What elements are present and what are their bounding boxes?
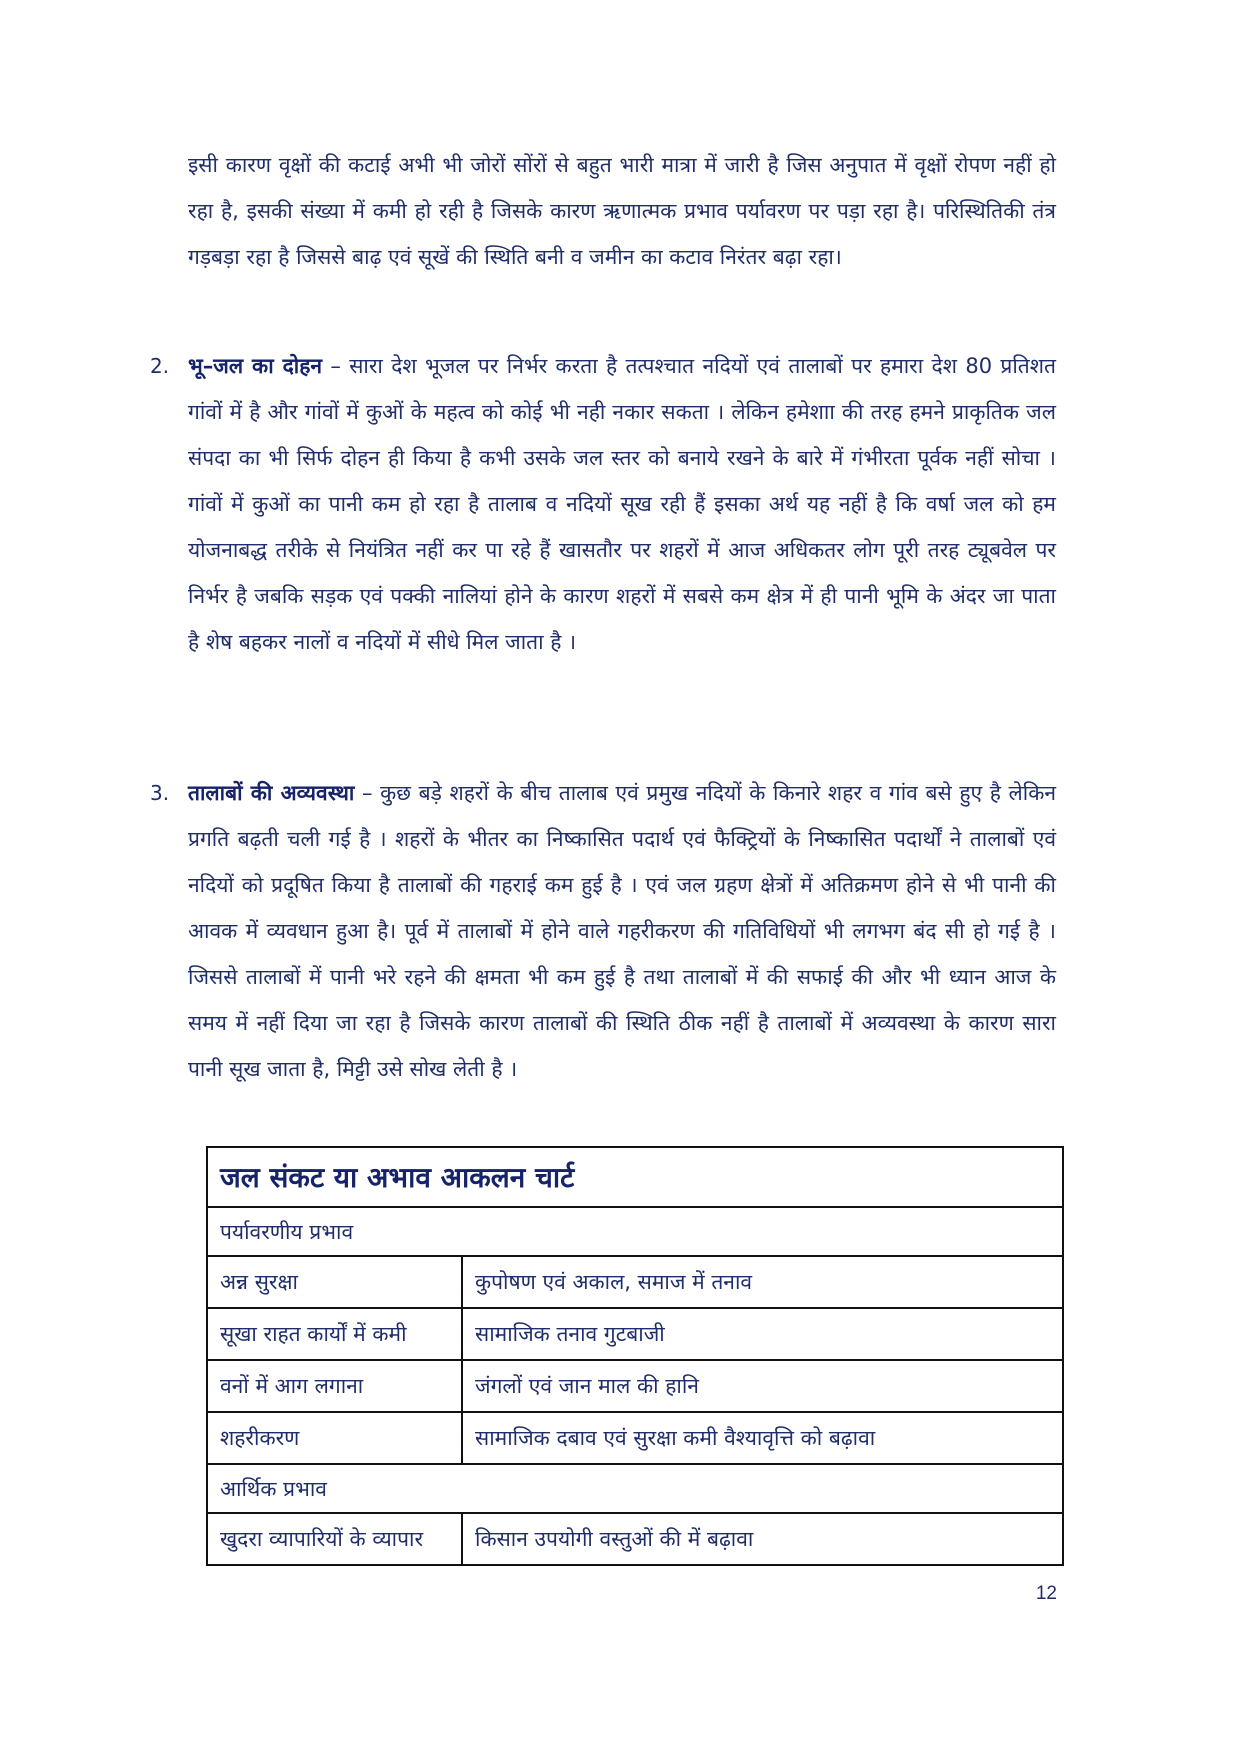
- intro-paragraph: इसी कारण वृक्षों की कटाई अभी भी जोरों सोंरों से बहुत भारी मात्रा में जारी है जिस अनुपात में वृक्षों रोपण नहीं हो रहा है, इसकी संख्या में कमी हो रही है जिसके कारण ऋणात्मक प्रभाव पर्यावरण पर पड़ा रहा है। परिस्थितिकी तंत्र गड़बड़ा रहा है जिससे बाढ़ एवं सूखें की स्थिति बनी व जमीन का कटाव निरंतर बढ़ा रहा।: [188, 153, 1056, 269]
- table-row: [207, 1513, 1063, 1565]
- item-2-paragraph: [188, 343, 1056, 665]
- item-2-heading: भू–जल का दोहन: [188, 354, 323, 378]
- item-3-text: – कुछ बड़े शहरों के बीच तालाब एवं प्रमुख नदियों के किनारे शहर व गांव बसे हुए है लेकिन प्रगति बढ़ती चली गई है । शहरों के भीतर का निष्कासित पदार्थ एवं फैक्ट्रियों के निष्कासित पदार्थों ने तालाबों एवं नदियों को प्रदूषित किया है तालाबों की गहराई कम हुई है । एवं जल ग्रहण क्षेत्रों में अतिक्रमण होने से भी पानी की आवक में व्यवधान हुआ है। पूर्व में तालाबों में होने वाले गहरीकरण की गतिविधियों भी लगभग बंद सी हो गई है । जिससे तालाबों में पानी भरे रहने की क्षमता भी कम हुई है तथा तालाबों में की सफाई की और भी ध्यान आज के समय में नहीं दिया जा रहा है जिसके कारण तालाबों की स्थिति ठीक नहीं है तालाबों में अव्यवस्था के कारण सारा पानी सूख जाता है, मिट्टी उसे सोख लेती है ।: [188, 781, 1056, 1081]
- table-cell-factor: शहरीकरण: [207, 1412, 462, 1464]
- table-row: [207, 1256, 1063, 1308]
- table-title-row: [207, 1147, 1063, 1207]
- item-3-number: 3.: [150, 781, 170, 805]
- table-row: [207, 1412, 1063, 1464]
- table-cell-impact: जंगलों एवं जान माल की हानि: [462, 1360, 1063, 1412]
- section-environmental-impact: पर्यावरणीय प्रभाव: [207, 1207, 1063, 1256]
- table-cell-impact: सामाजिक तनाव गुटबाजी: [462, 1308, 1063, 1360]
- table-cell-impact: किसान उपयोगी वस्तुओं की में बढ़ावा: [462, 1513, 1063, 1565]
- table-cell-impact: सामाजिक दबाव एवं सुरक्षा कमी वैश्यावृत्ति को बढ़ावा: [462, 1412, 1063, 1464]
- table-cell-factor: अन्न सुरक्षा: [207, 1256, 462, 1308]
- page-number: 12: [1035, 1583, 1057, 1604]
- table-row: [207, 1308, 1063, 1360]
- table-cell-factor: वनों में आग लगाना: [207, 1360, 462, 1412]
- item-2-text: – सारा देश भूजल पर निर्भर करता है तत्पश्चात नदियों एवं तालाबों पर हमारा देश 80 प्रतिशत गांवों में है और गांवों में कुओं के महत्व को कोई भी नही नकार सकता । लेकिन हमेशाा की तरह हमने प्राकृतिक जल संपदा का भी सिर्फ दोहन ही किया है कभी उसके जल स्तर को बनाये रखने के बारे में गंभीरता पूर्वक नहीं सोचा । गांवों में कुओं का पानी कम हो रहा है तालाब व नदियों सूख रही हैं इसका अर्थ यह नहीं है कि वर्षा जल को हम योजनाबद्ध तरीके से नियंत्रित नहीं कर पा रहे हैं खासतौर पर शहरों में आज अधिकतर लोग पूरी तरह ट्यूबवेल पर निर्भर है जबकि सड़क एवं पक्की नालियां होने के कारण शहरों में सबसे कम क्षेत्र में ही पानी भूमि के अंदर जा पाता है शेष बहकर नालों व नदियों में सीधे मिल जाता है ।: [188, 354, 1057, 654]
- item-3-paragraph: [188, 770, 1056, 1092]
- water-crisis-chart-table: [206, 1146, 1064, 1566]
- table-row: [207, 1360, 1063, 1412]
- table-section-row: [207, 1464, 1063, 1513]
- table-cell-impact: कुपोषण एवं अकाल, समाज में तनाव: [462, 1256, 1063, 1308]
- table-cell-factor: सूखा राहत कार्यों में कमी: [207, 1308, 462, 1360]
- table-section-row: [207, 1207, 1063, 1256]
- table-title: जल संकट या अभाव आकलन चार्ट: [207, 1147, 1063, 1207]
- table-cell-factor: खुदरा व्यापारियों के व्यापार: [207, 1513, 462, 1565]
- section-economic-impact: आर्थिक प्रभाव: [207, 1464, 1063, 1513]
- item-2-number: 2.: [150, 354, 170, 378]
- item-3-heading: तालाबों की अव्यवस्था: [188, 781, 355, 805]
